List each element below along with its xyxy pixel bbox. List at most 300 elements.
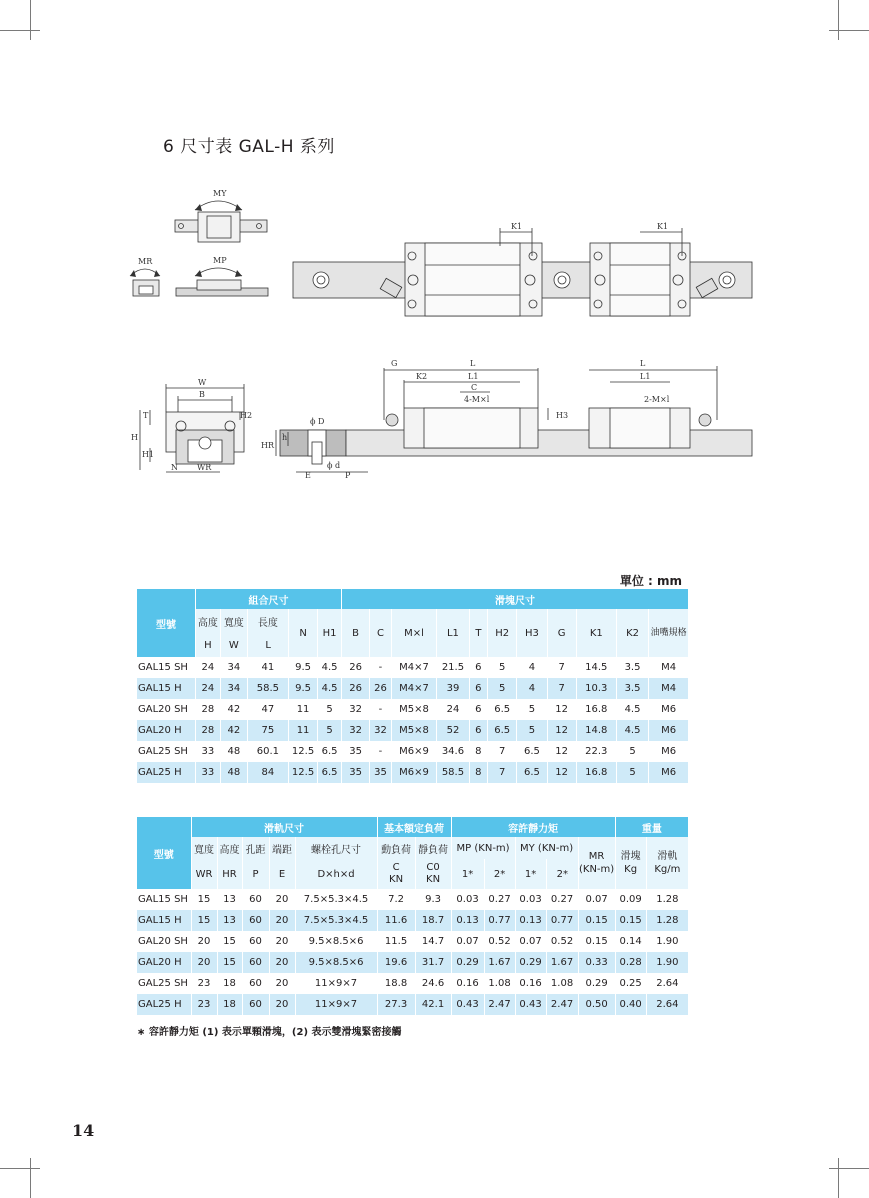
sub-pitch: 孔距 (242, 837, 269, 859)
col-h2: H2 (488, 609, 517, 657)
end-view (131, 378, 252, 472)
table-cell: 9.5×8.5×6 (295, 952, 377, 973)
table-cell: 0.16 (515, 973, 546, 994)
table-cell: 27.3 (377, 994, 415, 1015)
table-cell: 48 (220, 762, 247, 783)
table-cell: 5 (318, 699, 342, 720)
row-model: GAL20 H (137, 720, 195, 741)
sub-mp: MP (KN-m) (451, 837, 515, 859)
row-model: GAL25 SH (137, 973, 191, 994)
table-cell: 1.67 (484, 952, 515, 973)
table-row (137, 657, 688, 678)
sub-static: 靜負荷 (415, 837, 451, 859)
label-4-mxl: 4-M×l (464, 395, 490, 404)
table-cell: 0.15 (578, 931, 615, 952)
table-cell: 60 (242, 973, 269, 994)
table-cell: 20 (269, 973, 295, 994)
table-cell: 15 (217, 931, 242, 952)
label-phi-d-small: ϕ d (327, 461, 341, 470)
table-cell: 18 (217, 994, 242, 1015)
rail-side-view (346, 359, 752, 456)
table-cell: 42.1 (415, 994, 451, 1015)
table-cell: 14.8 (576, 720, 616, 741)
table-cell: 1.90 (646, 931, 688, 952)
label-l-right: L (640, 359, 646, 368)
table-cell: 6.5 (517, 741, 547, 762)
table-cell: 5 (616, 741, 648, 762)
table-cell: M5×8 (391, 699, 436, 720)
table-cell: 14.7 (415, 931, 451, 952)
table-cell: 0.14 (615, 931, 646, 952)
table-cell: 12 (547, 720, 576, 741)
table-cell: 5 (488, 678, 517, 699)
table-cell: 14.5 (576, 657, 616, 678)
table-cell: 20 (191, 952, 217, 973)
mr-unit: (KN-m) (578, 864, 615, 875)
table-cell: 5 (616, 762, 648, 783)
row-model: GAL15 SH (137, 657, 195, 678)
header-rail: 滑軌尺寸 (191, 817, 377, 837)
table-cell: 18.7 (415, 910, 451, 931)
table-cell: 42 (220, 720, 247, 741)
table-cell: 12 (547, 699, 576, 720)
table-cell: 41 (247, 657, 288, 678)
table-cell: 0.43 (451, 994, 484, 1015)
label-l: L (470, 359, 476, 368)
table-cell: 31.7 (415, 952, 451, 973)
crop-mark (0, 1168, 40, 1169)
moment-my-diagram (175, 189, 267, 242)
row-model: GAL15 H (137, 678, 195, 699)
table-cell: 7.2 (377, 889, 415, 910)
sub-width-2: 寬度 (191, 837, 217, 859)
col-c0-static (415, 859, 451, 889)
table-cell: 26 (370, 678, 392, 699)
page-title: 6 尺寸表 GAL-H 系列 (163, 137, 335, 157)
label-h3: H3 (556, 411, 569, 420)
table-cell: 18.8 (377, 973, 415, 994)
table-cell: 11 (288, 720, 317, 741)
table-cell: 3.5 (616, 678, 648, 699)
table-cell: 1.28 (646, 910, 688, 931)
c-unit: KN (389, 874, 404, 885)
table-cell: 0.28 (615, 952, 646, 973)
table-cell: 7.5×5.3×4.5 (295, 889, 377, 910)
header-block: 滑塊尺寸 (342, 589, 688, 609)
table-cell: 52 (437, 720, 469, 741)
table-cell: 12 (547, 741, 576, 762)
table-cell: 10.3 (576, 678, 616, 699)
table-cell: 6.5 (517, 762, 547, 783)
table-cell: 0.03 (515, 889, 546, 910)
table-cell: 2.47 (484, 994, 515, 1015)
table-cell: 6.5 (488, 720, 517, 741)
table-cell: M4×7 (391, 657, 436, 678)
table-row (137, 699, 688, 720)
sub-dyn: 動負荷 (377, 837, 415, 859)
table-cell: 11.5 (377, 931, 415, 952)
table-cell: 11.6 (377, 910, 415, 931)
technical-drawing (0, 0, 869, 520)
header-weight: 重量 (615, 817, 688, 837)
page-number: 14 (72, 1121, 95, 1140)
table-cell: M6 (649, 741, 688, 762)
col-dhd: D×h×d (295, 859, 377, 889)
header-combo: 組合尺寸 (195, 589, 341, 609)
table-cell: M4 (649, 657, 688, 678)
table-cell: 24 (195, 657, 220, 678)
table-cell: 0.25 (615, 973, 646, 994)
label-k1-left: K1 (511, 222, 523, 231)
table-cell: 60 (242, 931, 269, 952)
c-label: C (392, 862, 400, 873)
table-cell: 20 (269, 952, 295, 973)
table-row (137, 889, 688, 910)
table-cell: 0.29 (515, 952, 546, 973)
mr-label: MR (588, 851, 605, 862)
row-model: GAL20 SH (137, 931, 191, 952)
table-cell: M6 (649, 720, 688, 741)
col-l1: L1 (437, 609, 469, 657)
col-oil: 油嘴規格 (649, 609, 688, 657)
label-h: H (131, 433, 138, 442)
table-cell: 5 (488, 657, 517, 678)
moment-mp-diagram (176, 256, 268, 296)
table-cell: 0.29 (578, 973, 615, 994)
footnote: ∗ 容許靜力矩 (1) 表示單顆滑塊，(2) 表示雙滑塊緊密接觸 (137, 1027, 402, 1038)
table-cell: 24.6 (415, 973, 451, 994)
table-cell: 7 (547, 657, 576, 678)
c0-unit: KN (426, 874, 441, 885)
table-cell: 1.67 (546, 952, 578, 973)
col-p: P (242, 859, 269, 889)
col-c-dyn (377, 859, 415, 889)
table-cell: 35 (342, 762, 370, 783)
col-h: H (195, 633, 220, 657)
table-cell: 15 (217, 952, 242, 973)
table-cell: 34 (220, 657, 247, 678)
load-table-body (137, 889, 688, 1015)
sub-bolt: 螺栓孔尺寸 (295, 837, 377, 859)
label-e: E (305, 471, 311, 480)
row-model: GAL25 H (137, 762, 195, 783)
table-cell: 23 (191, 973, 217, 994)
table-cell: 7.5×5.3×4.5 (295, 910, 377, 931)
table-cell: 9.3 (415, 889, 451, 910)
table-cell: 0.16 (451, 973, 484, 994)
table-cell: 60 (242, 994, 269, 1015)
table-cell: 0.15 (578, 910, 615, 931)
sub-height-2: 高度 (217, 837, 242, 859)
table-cell: 3.5 (616, 657, 648, 678)
label-2-mxl: 2-M×l (644, 395, 670, 404)
table-cell: 2.64 (646, 994, 688, 1015)
label-h-small: h (282, 433, 288, 442)
table-cell: 35 (342, 741, 370, 762)
table-cell: 0.13 (515, 910, 546, 931)
table-cell: M5×8 (391, 720, 436, 741)
table-cell: 33 (195, 741, 220, 762)
table-cell: 4 (517, 657, 547, 678)
label-k2: K2 (416, 372, 428, 381)
row-model: GAL25 H (137, 994, 191, 1015)
table-cell: 33 (195, 762, 220, 783)
table-cell: 0.50 (578, 994, 615, 1015)
table-cell: 9.5 (288, 678, 317, 699)
sub-height: 高度 (195, 609, 220, 633)
table-cell: 75 (247, 720, 288, 741)
rail-weight-label: 滑軌 (657, 851, 678, 862)
col-my-2: 2* (546, 859, 578, 889)
sub-length: 長度 (247, 609, 288, 633)
sub-width: 寬度 (220, 609, 247, 633)
table-cell: 42 (220, 699, 247, 720)
table-cell: 0.52 (484, 931, 515, 952)
table-cell: 2.64 (646, 973, 688, 994)
table-cell: 1.90 (646, 952, 688, 973)
label-l1: L1 (468, 372, 479, 381)
table-cell: 4.5 (318, 678, 342, 699)
header-model-2: 型號 (137, 817, 191, 889)
col-k1: K1 (576, 609, 616, 657)
table-cell: 19.6 (377, 952, 415, 973)
table-cell: 0.33 (578, 952, 615, 973)
table-cell: 26 (342, 657, 370, 678)
row-model: GAL20 H (137, 952, 191, 973)
table-cell: 39 (437, 678, 469, 699)
table-cell: 1.08 (484, 973, 515, 994)
dimension-table-body (137, 657, 688, 783)
label-l1-right: L1 (640, 372, 651, 381)
table-row (137, 678, 688, 699)
col-g: G (547, 609, 576, 657)
label-k1-right: K1 (657, 222, 669, 231)
table-cell: 0.52 (546, 931, 578, 952)
col-t: T (469, 609, 487, 657)
col-l: L (247, 633, 288, 657)
label-h1: H1 (142, 450, 155, 459)
table-cell: 7 (488, 762, 517, 783)
table-cell: 0.13 (451, 910, 484, 931)
table-cell: M6 (649, 762, 688, 783)
table-cell: 32 (370, 720, 392, 741)
table-cell: M4×7 (391, 678, 436, 699)
table-cell: 21.5 (437, 657, 469, 678)
table-row (137, 973, 688, 994)
sub-rail-weight (646, 837, 688, 889)
header-model: 型號 (137, 589, 195, 657)
label-mr: MR (138, 257, 153, 266)
label-c: C (471, 383, 478, 392)
table-cell: 60 (242, 952, 269, 973)
label-wr: WR (197, 463, 212, 472)
table-cell: 35 (370, 762, 392, 783)
table-cell: 15 (191, 910, 217, 931)
col-wr: WR (191, 859, 217, 889)
table-cell: 5 (517, 699, 547, 720)
table-cell: 2.47 (546, 994, 578, 1015)
table-cell: M6×9 (391, 762, 436, 783)
row-model: GAL15 SH (137, 889, 191, 910)
dimension-table (137, 589, 688, 783)
header-load: 基本額定負荷 (377, 817, 451, 837)
table-row (137, 762, 688, 783)
blk-weight-label: 滑塊 (620, 851, 641, 862)
table-cell: 28 (195, 699, 220, 720)
table-cell: 18 (217, 973, 242, 994)
table-cell: 58.5 (437, 762, 469, 783)
table-cell: 60 (242, 910, 269, 931)
table-cell: - (370, 741, 392, 762)
table-cell: 5 (517, 720, 547, 741)
table-cell: 6.5 (488, 699, 517, 720)
unit-label: 單位 : mm (619, 574, 682, 588)
sub-mr (578, 837, 615, 889)
table-cell: M6 (649, 699, 688, 720)
kgm-label: Kg/m (654, 864, 681, 875)
table-row (137, 952, 688, 973)
table-cell: 23 (191, 994, 217, 1015)
table-cell: 8 (469, 741, 487, 762)
table-cell: 6.5 (318, 741, 342, 762)
table-cell: 34.6 (437, 741, 469, 762)
table-cell: 60 (242, 889, 269, 910)
crop-mark (838, 1158, 839, 1198)
table-cell: 20 (269, 889, 295, 910)
table-cell: 22.3 (576, 741, 616, 762)
table-cell: 11 (288, 699, 317, 720)
table-cell: M4 (649, 678, 688, 699)
table-cell: 24 (195, 678, 220, 699)
table-cell: 9.5×8.5×6 (295, 931, 377, 952)
table-row (137, 720, 688, 741)
col-c: C (370, 609, 392, 657)
table-cell: 0.09 (615, 889, 646, 910)
table-cell: 20 (191, 931, 217, 952)
table-cell: 0.77 (484, 910, 515, 931)
table-cell: 84 (247, 762, 288, 783)
label-g: G (391, 359, 398, 368)
table-cell: 20 (269, 910, 295, 931)
row-model: GAL25 SH (137, 741, 195, 762)
table-cell: 4.5 (318, 657, 342, 678)
table-row (137, 994, 688, 1015)
table-cell: 0.27 (484, 889, 515, 910)
table-cell: - (370, 699, 392, 720)
label-n: N (171, 463, 178, 472)
col-e: E (269, 859, 295, 889)
table-cell: 7 (547, 678, 576, 699)
sub-end: 端距 (269, 837, 295, 859)
row-model: GAL20 SH (137, 699, 195, 720)
table-cell: 7 (488, 741, 517, 762)
table-cell: 16.8 (576, 699, 616, 720)
table-cell: 20 (269, 931, 295, 952)
kg-label: Kg (624, 864, 638, 875)
table-cell: 11×9×7 (295, 994, 377, 1015)
crop-mark (829, 1168, 869, 1169)
row-model: GAL15 H (137, 910, 191, 931)
label-h2: H2 (240, 411, 253, 420)
col-h1: H1 (318, 609, 342, 657)
header-moment: 容許靜力矩 (451, 817, 615, 837)
table-cell: M6×9 (391, 741, 436, 762)
table-cell: 6.5 (318, 762, 342, 783)
table-cell: 0.15 (615, 910, 646, 931)
table-row (137, 931, 688, 952)
table-cell: 0.77 (546, 910, 578, 931)
label-my: MY (213, 189, 227, 198)
label-t: T (143, 411, 149, 420)
table-row (137, 910, 688, 931)
table-cell: 0.07 (451, 931, 484, 952)
table-cell: 9.5 (288, 657, 317, 678)
col-mp-2: 2* (484, 859, 515, 889)
sub-block-weight (615, 837, 646, 889)
col-hr: HR (217, 859, 242, 889)
table-cell: 24 (437, 699, 469, 720)
label-mp: MP (213, 256, 227, 265)
table-cell: 16.8 (576, 762, 616, 783)
table-cell: 34 (220, 678, 247, 699)
table-cell: 28 (195, 720, 220, 741)
table-cell: 26 (342, 678, 370, 699)
table-cell: 32 (342, 699, 370, 720)
crop-mark (30, 1158, 31, 1198)
table-cell: 6 (469, 678, 487, 699)
table-cell: 47 (247, 699, 288, 720)
table-cell: 8 (469, 762, 487, 783)
table-cell: 11×9×7 (295, 973, 377, 994)
table-cell: 6 (469, 720, 487, 741)
table-cell: 6 (469, 657, 487, 678)
col-n: N (288, 609, 317, 657)
table-cell: 0.03 (451, 889, 484, 910)
table-cell: 4.5 (616, 720, 648, 741)
table-cell: 0.27 (546, 889, 578, 910)
c0-label: C0 (426, 862, 440, 873)
table-cell: 0.40 (615, 994, 646, 1015)
table-cell: 48 (220, 741, 247, 762)
col-w: W (220, 633, 247, 657)
label-w: W (198, 378, 207, 387)
table-cell: - (370, 657, 392, 678)
table-cell: 32 (342, 720, 370, 741)
load-table (137, 817, 688, 1015)
table-cell: 12.5 (288, 741, 317, 762)
label-phi-d-big: ϕ D (310, 417, 325, 426)
table-cell: 20 (269, 994, 295, 1015)
table-cell: 58.5 (247, 678, 288, 699)
table-cell: 4 (517, 678, 547, 699)
table-cell: 0.07 (578, 889, 615, 910)
table-cell: 0.29 (451, 952, 484, 973)
col-mp-1: 1* (451, 859, 484, 889)
table-cell: 4.5 (616, 699, 648, 720)
table-cell: 0.07 (515, 931, 546, 952)
table-cell: 0.43 (515, 994, 546, 1015)
sub-my: MY (KN-m) (515, 837, 578, 859)
table-cell: 13 (217, 889, 242, 910)
col-h3: H3 (517, 609, 547, 657)
table-cell: 60.1 (247, 741, 288, 762)
col-my-1: 1* (515, 859, 546, 889)
col-k2: K2 (616, 609, 648, 657)
table-cell: 1.08 (546, 973, 578, 994)
table-cell: 6 (469, 699, 487, 720)
table-cell: 5 (318, 720, 342, 741)
label-p: P (345, 471, 351, 480)
